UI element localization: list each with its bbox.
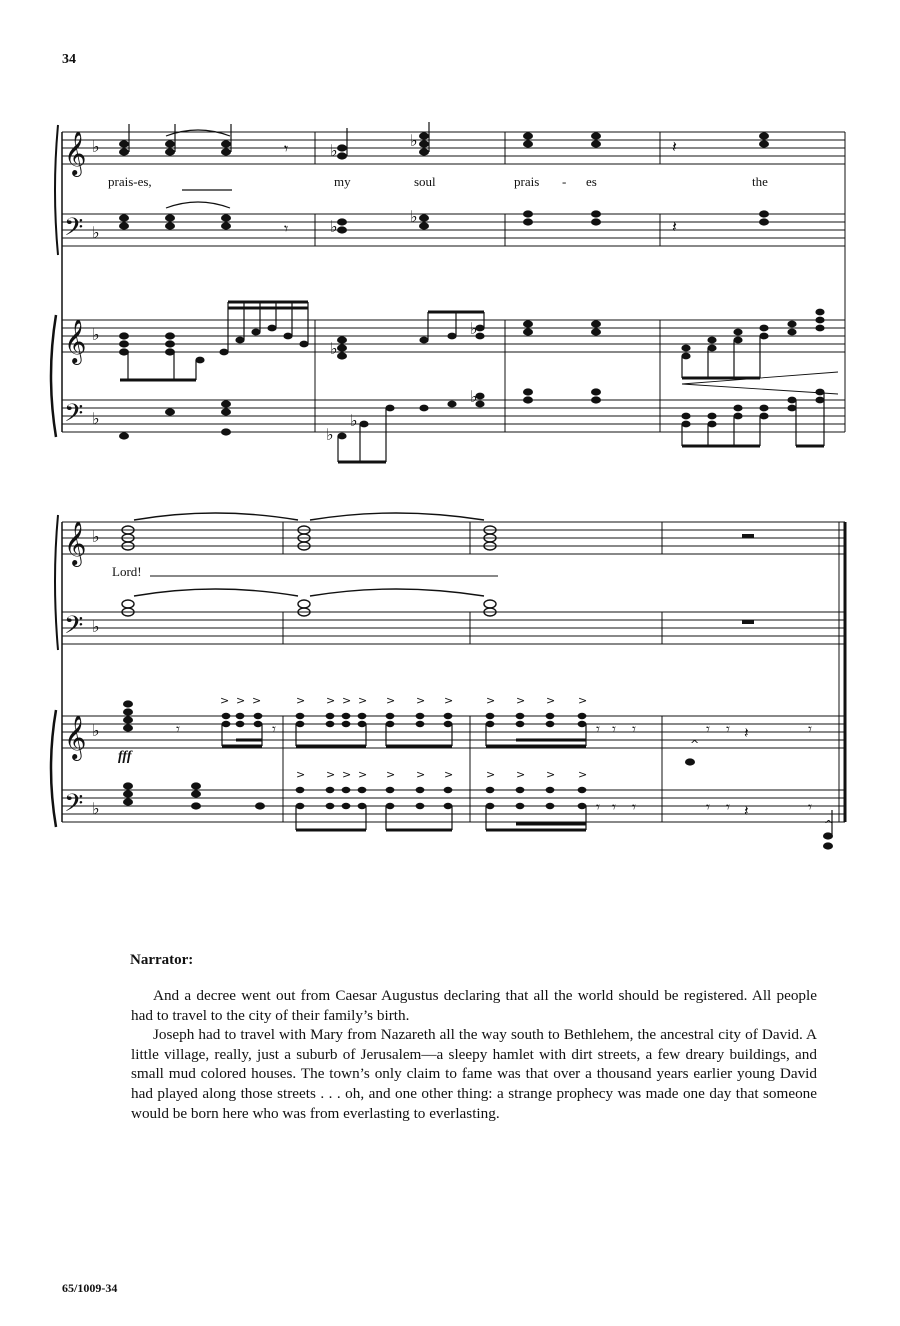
svg-text:𝄾: 𝄾 — [632, 720, 636, 738]
svg-text:♭: ♭ — [330, 217, 338, 236]
svg-text:𝄾: 𝄾 — [726, 798, 730, 816]
svg-text:𝄾: 𝄾 — [272, 720, 276, 738]
svg-text:>: > — [342, 768, 352, 781]
svg-text:♭: ♭ — [410, 207, 418, 226]
narration-text — [131, 986, 817, 1123]
svg-text:>: > — [220, 694, 230, 707]
footer-code: 65/1009-34 — [62, 1281, 118, 1295]
svg-text:>: > — [252, 694, 262, 707]
svg-text:𝄾: 𝄾 — [596, 720, 600, 738]
bass-clef-icon: 𝄢 — [64, 399, 84, 434]
svg-text:>: > — [546, 694, 556, 707]
svg-text:>: > — [516, 768, 526, 781]
svg-text:>: > — [444, 768, 454, 781]
svg-text:𝄾: 𝄾 — [726, 720, 730, 738]
svg-text:♭: ♭ — [350, 411, 358, 430]
svg-text:>: > — [416, 768, 426, 781]
dynamic-marking: fff — [118, 749, 132, 764]
svg-text:♭: ♭ — [326, 425, 334, 444]
svg-text:♭: ♭ — [92, 721, 100, 740]
svg-text:𝄾: 𝄾 — [632, 798, 636, 816]
bass-clef-icon: 𝄢 — [64, 213, 84, 248]
svg-text:^: ^ — [824, 818, 834, 831]
svg-text:♭: ♭ — [92, 409, 100, 428]
lyric: - — [562, 174, 567, 189]
svg-text:♭: ♭ — [92, 223, 100, 242]
svg-text:♭: ♭ — [330, 339, 338, 358]
svg-text:♭: ♭ — [92, 799, 100, 818]
svg-text:>: > — [326, 694, 336, 707]
svg-text:♭: ♭ — [470, 319, 478, 338]
svg-text:>: > — [486, 768, 496, 781]
svg-text:>: > — [236, 694, 246, 707]
treble-clef-icon: 𝄞 — [64, 319, 87, 363]
treble-clef-icon: 𝄞 — [64, 131, 87, 175]
svg-text:𝄾: 𝄾 — [612, 720, 616, 738]
lyric: es — [586, 174, 597, 189]
svg-text:>: > — [386, 768, 396, 781]
svg-text:♭: ♭ — [92, 617, 100, 636]
svg-text:>: > — [578, 694, 588, 707]
svg-text:>: > — [444, 694, 454, 707]
svg-text:𝄽: 𝄽 — [672, 137, 677, 156]
svg-text:𝄾: 𝄾 — [284, 139, 289, 158]
svg-text:𝄾: 𝄾 — [176, 720, 180, 738]
narration-paragraph: And a decree went out from Caesar Augustus declaring that all the world should be registered. All people had to travel to the city of their family’s birth. — [131, 987, 817, 1024]
page-number: 34 — [62, 52, 76, 67]
lyric: Lord! — [112, 564, 142, 579]
svg-text:>: > — [546, 768, 556, 781]
lyric: the — [752, 174, 768, 189]
svg-text:♭: ♭ — [330, 141, 338, 160]
treble-clef-icon: 𝄞 — [64, 715, 87, 759]
svg-text:♭: ♭ — [410, 131, 418, 150]
svg-text:>: > — [326, 768, 336, 781]
svg-text:𝄾: 𝄾 — [808, 798, 812, 816]
bass-clef-icon: 𝄢 — [64, 789, 84, 824]
treble-clef-icon: 𝄞 — [64, 521, 87, 565]
bass-clef-icon: 𝄢 — [64, 611, 84, 646]
svg-text:>: > — [486, 694, 496, 707]
staff-bass-choir-1 — [62, 214, 845, 246]
svg-text:𝄾: 𝄾 — [612, 798, 616, 816]
staff-treble-choir-1 — [62, 132, 845, 164]
narration-paragraph: Joseph had to travel with Mary from Nazareth all the way south to Bethlehem, the ancestral city of David. A little village, really, just a suburb of Jerusalem—a sleepy hamlet with dirt streets, a few dreary buildings, and small mud colored houses. The town’s only claim to fame was that over a thousand years earlier young David had played along those streets . . . oh, and one other thing: a strange prophecy was made one day that someone would be born here who was from everlasting to everlasting. — [131, 1026, 817, 1122]
svg-text:𝄾: 𝄾 — [284, 219, 289, 238]
lyric: my — [334, 174, 351, 189]
svg-text:>: > — [358, 694, 368, 707]
svg-text:>: > — [296, 694, 306, 707]
lyric: prais — [514, 174, 540, 189]
lyric: soul — [414, 174, 436, 189]
svg-text:♭: ♭ — [92, 325, 100, 344]
staff-treble-choir-2 — [62, 522, 845, 554]
svg-text:>: > — [578, 768, 588, 781]
svg-text:𝄾: 𝄾 — [596, 798, 600, 816]
svg-text:𝄽: 𝄽 — [672, 217, 677, 236]
svg-text:♭: ♭ — [470, 387, 478, 406]
repeated-chords — [222, 713, 587, 809]
svg-text:𝄾: 𝄾 — [706, 720, 710, 738]
svg-text:>: > — [296, 768, 306, 781]
lyric: prais-es, — [108, 174, 152, 189]
svg-text:>: > — [516, 694, 526, 707]
svg-text:♭: ♭ — [92, 137, 100, 156]
svg-text:>: > — [386, 694, 396, 707]
svg-text:>: > — [358, 768, 368, 781]
svg-text:>: > — [342, 694, 352, 707]
svg-text:𝄽: 𝄽 — [744, 802, 749, 820]
svg-text:>: > — [416, 694, 426, 707]
svg-text:𝄾: 𝄾 — [706, 798, 710, 816]
svg-text:𝄾: 𝄾 — [808, 720, 812, 738]
staff-bass-choir-2 — [62, 612, 845, 644]
svg-text:𝄽: 𝄽 — [744, 724, 749, 742]
svg-text:♭: ♭ — [92, 527, 100, 546]
svg-text:^: ^ — [690, 738, 700, 751]
speaker-heading: Narrator: — [130, 952, 194, 968]
